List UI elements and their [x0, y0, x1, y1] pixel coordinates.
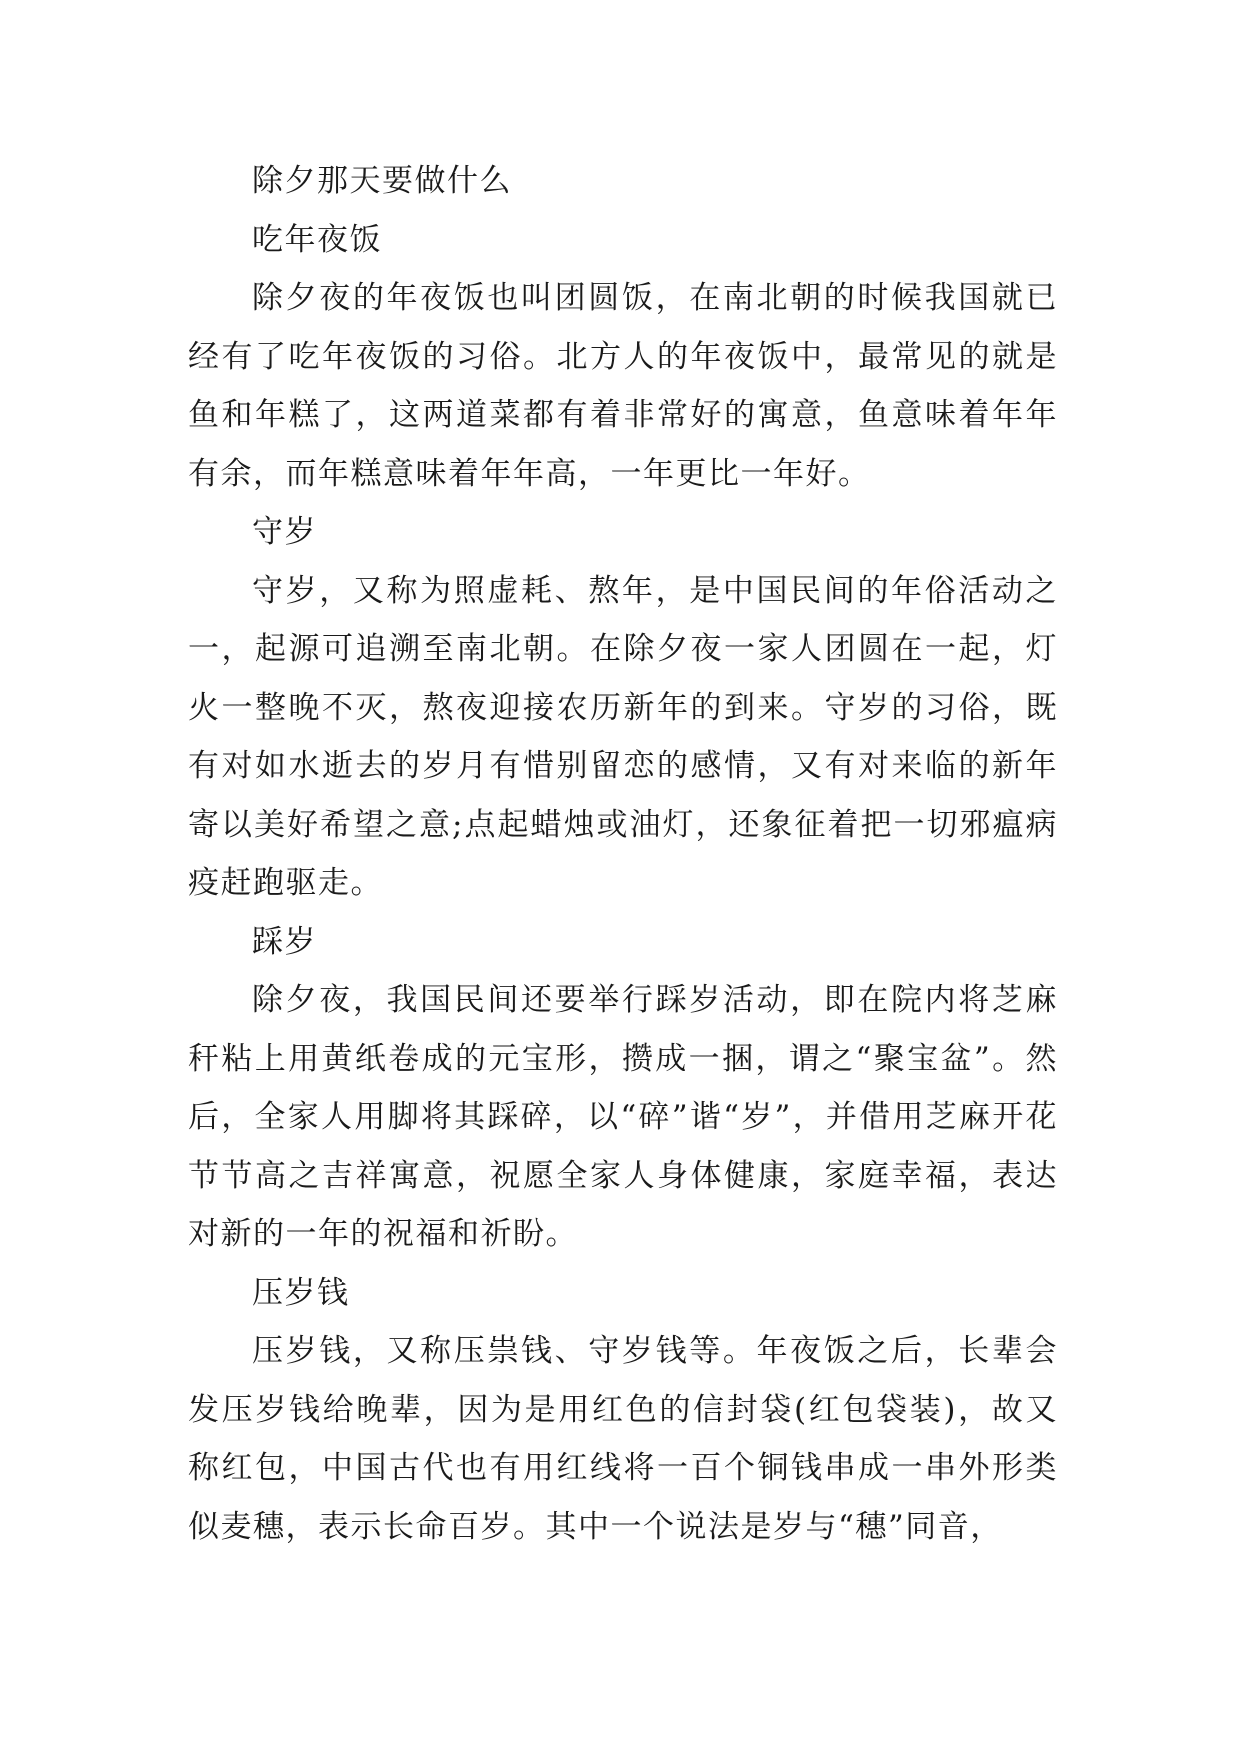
section-heading-caisui: 踩岁: [252, 923, 317, 960]
section-body-shousui: 守岁，又称为照虚耗、熬年，是中国民间的年俗活动之一，起源可追溯至南北朝。在除夕夜一家人团圆在一起，灯火一整晚不灭，熬夜迎接农历新年的到来。守岁的习俗，既有对如水逝去的岁月有惜别留恋的感情，又有对来临的新年寄以美好希望之意;点起蜡烛或油灯，还象征着把一切邪瘟病疫赶跑驱走。: [188, 572, 1058, 901]
section-body-caisui: 除夕夜，我国民间还要举行踩岁活动，即在院内将芝麻秆粘上用黄纸卷成的元宝形，攒成一捆，谓之“聚宝盆”。然后，全家人用脚将其踩碎，以“碎”谐“岁”，并借用芝麻开花节节高之吉祥寓意，祝愿全家人身体健康，家庭幸福，表达对新的一年的祝福和祈盼。: [188, 982, 1058, 1252]
section-body-yasuiqian: 压岁钱，又称压祟钱、守岁钱等。年夜饭之后，长辈会发压岁钱给晚辈，因为是用红色的信封袋(红包袋装)，故又称红包，中国古代也有用红线将一百个铜钱串成一串外形类似麦穗，表示长命百岁。其中一个说法是岁与“穗”同音，: [188, 1333, 1058, 1545]
document-page: [188, 152, 1058, 1556]
section-heading-nianyefan: 吃年夜饭: [252, 221, 382, 258]
section-body-nianyefan: 除夕夜的年夜饭也叫团圆饭，在南北朝的时候我国就已经有了吃年夜饭的习俗。北方人的年夜饭中，最常见的就是鱼和年糕了，这两道菜都有着非常好的寓意，鱼意味着年年有余，而年糕意味着年年高，一年更比一年好。: [188, 280, 1058, 492]
section-heading-shousui: 守岁: [252, 514, 317, 550]
document-title: 除夕那天要做什么: [252, 163, 512, 199]
section-heading-yasuiqian: 压岁钱: [252, 1274, 350, 1311]
